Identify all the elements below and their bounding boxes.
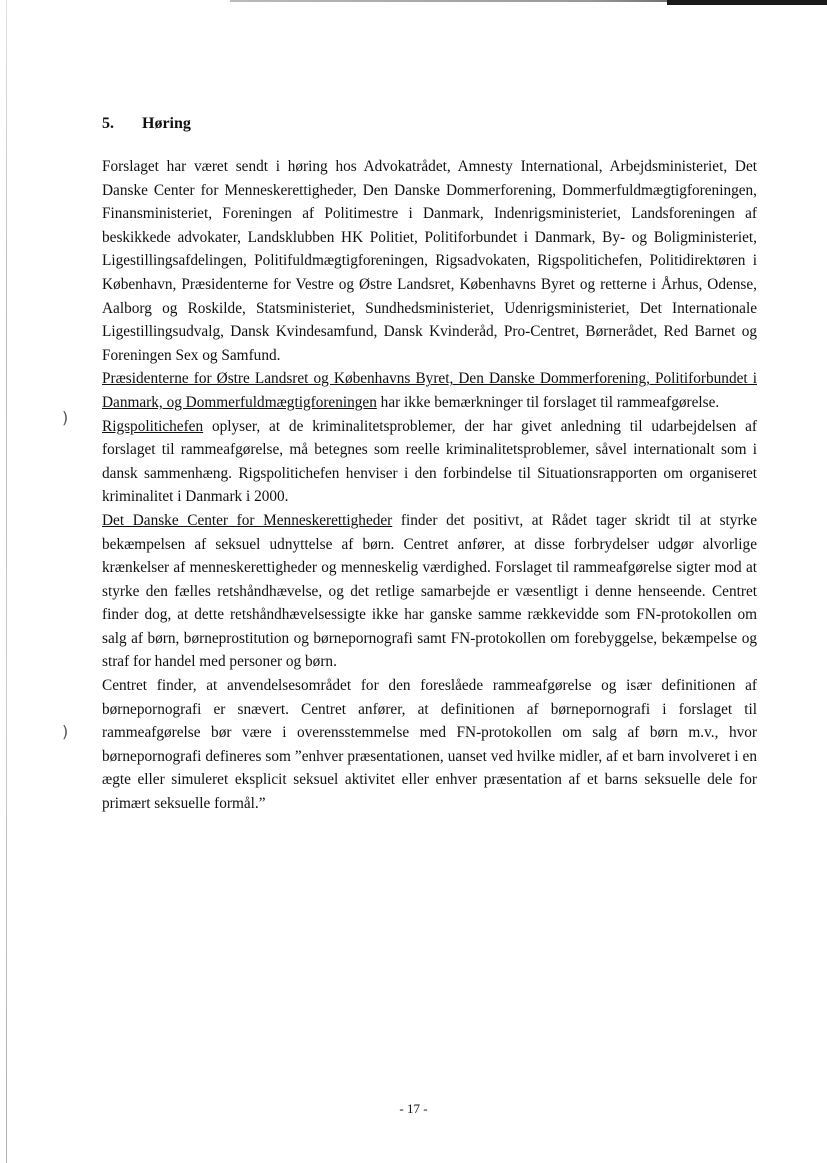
paragraph-scope-definition: Centret finder, at anvendelsesområdet for den foreslåede rammeafgørelse og især definitionen af børnepornografi er snævert. Centret anfører, at definitionen af børnepornografi i forslaget til rammeafgørelse bør være i overensstemmelse med FN-protokollen om salg af børn m.v., hvor børnepornografi defineres som ”enhver præsentationen, uanset ved hvilke midler, af et barn involveret i en ægte eller simuleret eksplicit seksuel aktivitet eller enhver præsentation af et barns seksuelle dele for primært seksuelle formål.”	[102, 677, 757, 813]
paragraph-rigspolitichefen-text: oplyser, at de kriminalitetsproblemer, der har givet anledning til udarbejdelsen af forslaget til rammeafgørelse, må betegnes som reelle kriminalitetsproblemer, såvel internationalt som i dansk sammenhæng. Rigspolitichefen henviser i den forbindelse til Situationsrapporten om organiseret kriminalitet i Danmark i 2000.	[102, 417, 757, 506]
page-number: - 17 -	[399, 1101, 428, 1116]
section-title: Høring	[142, 115, 191, 132]
scan-top-edge-line	[230, 0, 827, 2]
paragraph-human-rights-center	[102, 509, 757, 674]
section-heading	[102, 113, 757, 135]
paragraph-no-comments-text: har ikke bemærkninger til forslaget til rammeafgørelse.	[376, 393, 720, 411]
paragraph-rigspolitichefen	[102, 415, 757, 509]
paragraph-no-comments	[102, 367, 757, 414]
document-body	[102, 113, 757, 816]
binder-hole-mark-upper: )	[62, 408, 69, 427]
binder-hole-mark-lower: )	[62, 722, 69, 741]
underlined-human-rights-center: Det Danske Center for Menneskerettigheder	[102, 511, 393, 529]
paragraph-hearing-recipients: Forslaget har været sendt i høring hos Advokatrådet, Amnesty International, Arbejdsministeriet, Det Danske Center for Menneskerettigheder, Den Danske Dommerforening, Dommerfuldmægtigforeningen, Finansministeriet, Foreningen af Politimestre i Danmark, Indenrigsministeriet, Landsforeningen af beskikkede advokater, Landsklubben HK Politiet, Politiforbundet i Danmark, By- og Boligministeriet, Ligestillingsafdelingen, Politifuldmægtigforeningen, Rigsadvokaten, Rigspolitichefen, Politidirektøren i København, Præsidenterne for Vestre og Østre Landsret, Københavns Byret og retterne i Århus, Odense, Aalborg og Roskilde, Statsministeriet, Sundhedsministeriet, Udenrigsministeriet, Det Internationale Ligestillingsudvalg, Dansk Kvindesamfund, Dansk Kvinderåd, Pro-Centret, Børnerådet, Red Barnet og Foreningen Sex og Samfund.	[102, 158, 757, 364]
paragraph-human-rights-center-text: finder det positivt, at Rådet tager skridt til at styrke bekæmpelsen af seksuel udnyttelse af børn. Centret anfører, at disse forbrydelser udgør alvorlige krænkelser af menneskerettigheder og menneskelig værdighed. Forslaget til rammeafgørelse sigter mod at styrke den fælles retshåndhævelse, og det retlige samarbejde er væsentligt i denne henseende. Centret finder dog, at dette retshåndhævelsessigte ikke har ganske samme rækkevidde som FN-protokollen om salg af børn, børneprostitution og børnepornografi samt FN-protokollen om forebyggelse, bekæmpelse og straf for handel med personer og børn.	[102, 511, 757, 671]
underlined-bodies: Præsidenterne for Østre Landsret og Københavns Byret, Den Danske Dommerforening, Politiforbundet i Danmark, og Dommerfuldmægtigforeningen	[102, 370, 757, 411]
scan-left-edge-line	[6, 0, 7, 1163]
section-number: 5.	[102, 115, 114, 132]
underlined-rigspolitichefen: Rigspolitichefen	[102, 417, 204, 435]
